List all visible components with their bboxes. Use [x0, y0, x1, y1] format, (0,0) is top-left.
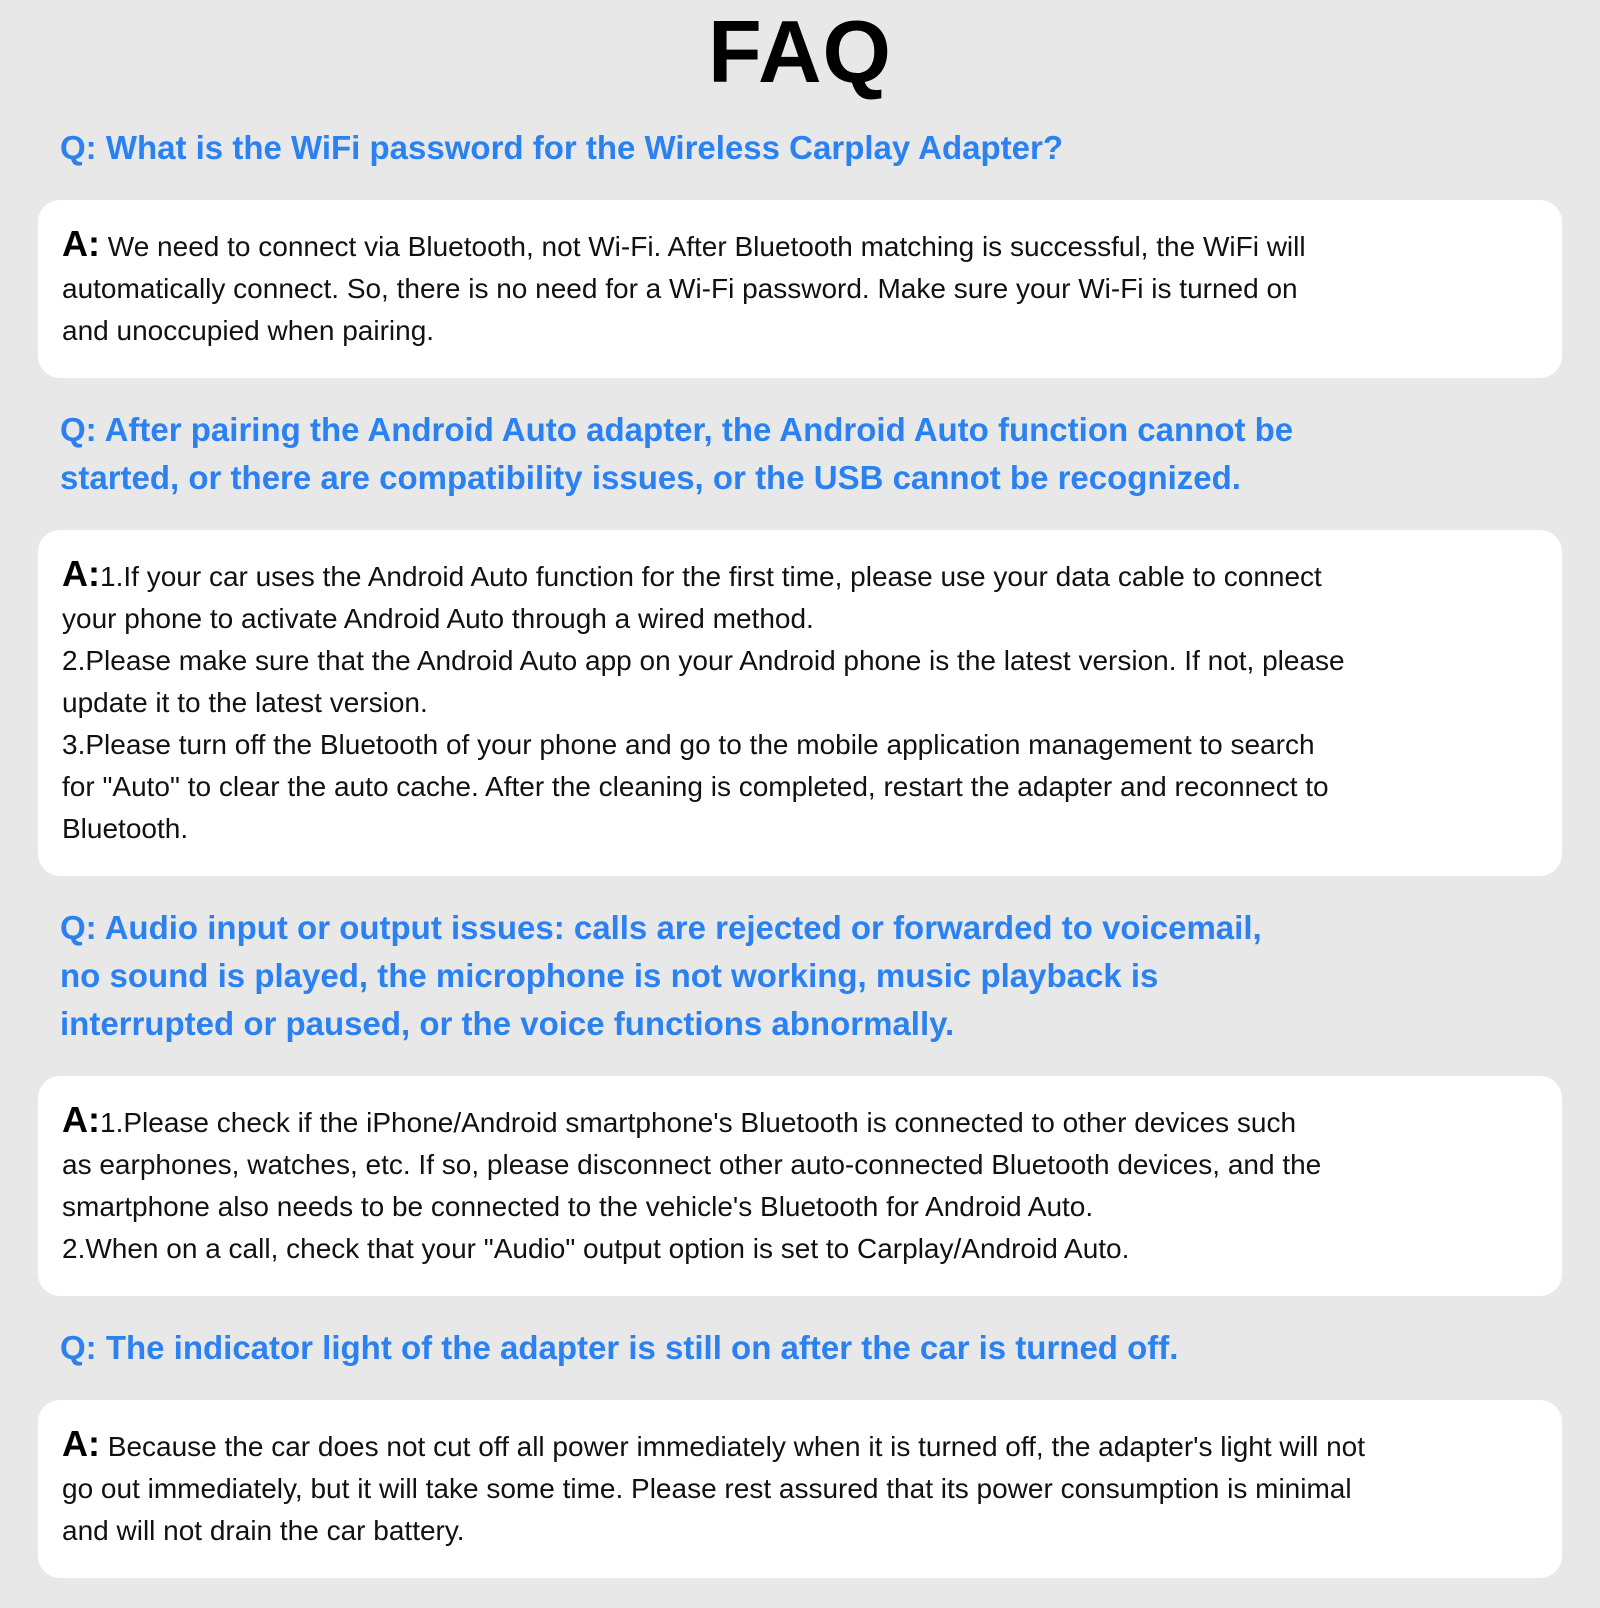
faq-answer-3 [62, 1099, 1526, 1270]
question-line: Q: The indicator light of the adapter is still on after the car is turned off. [60, 1329, 1179, 1366]
faq-answer-2 [62, 553, 1526, 850]
answer-line [62, 553, 1526, 598]
faq-answer-1 [62, 223, 1526, 352]
question-line: started, or there are compatibility issues, or the USB cannot be recognized. [60, 459, 1241, 496]
answer-line [62, 1423, 1526, 1468]
answer-line: smartphone also needs to be connected to the vehicle's Bluetooth for Android Auto. [62, 1191, 1094, 1222]
question-line: Q: After pairing the Android Auto adapter, the Android Auto function cannot be [60, 411, 1294, 448]
faq-answer-card-4 [38, 1400, 1562, 1578]
faq-page [0, 2, 1600, 1578]
answer-text: 1.Please check if the iPhone/Android smartphone's Bluetooth is connected to other devices such [100, 1107, 1297, 1138]
question-line: Q: What is the WiFi password for the Wireless Carplay Adapter? [60, 129, 1064, 166]
faq-question-3 [60, 904, 1545, 1048]
answer-line: for "Auto" to clear the auto cache. After the cleaning is completed, restart the adapter and reconnect to [62, 771, 1329, 802]
answer-line: your phone to activate Android Auto through a wired method. [62, 603, 814, 634]
answer-line: automatically connect. So, there is no need for a Wi-Fi password. Make sure your Wi-Fi is turned on [62, 273, 1298, 304]
answer-line: 3.Please turn off the Bluetooth of your phone and go to the mobile application management to search [62, 729, 1315, 760]
answer-line: 2.When on a call, check that your "Audio" output option is set to Carplay/Android Auto. [62, 1233, 1130, 1264]
answer-line: update it to the latest version. [62, 687, 428, 718]
question-line: interrupted or paused, or the voice functions abnormally. [60, 1005, 955, 1042]
answer-line: 2.Please make sure that the Android Auto app on your Android phone is the latest version. If not, please [62, 645, 1345, 676]
question-line: Q: Audio input or output issues: calls are rejected or forwarded to voicemail, [60, 909, 1262, 946]
answer-prefix: A: [62, 1423, 100, 1464]
answer-line [62, 223, 1526, 268]
answer-line [62, 1099, 1526, 1144]
faq-item-1 [0, 124, 1600, 378]
answer-prefix: A: [62, 223, 100, 264]
faq-question-1 [60, 124, 1545, 172]
faq-answer-4 [62, 1423, 1526, 1552]
answer-line: as earphones, watches, etc. If so, please disconnect other auto-connected Bluetooth devices, and the [62, 1149, 1322, 1180]
faq-item-2 [0, 406, 1600, 876]
faq-item-4 [0, 1324, 1600, 1578]
answer-line: Bluetooth. [62, 813, 189, 844]
faq-question-4 [60, 1324, 1545, 1372]
faq-answer-card-1 [38, 200, 1562, 378]
faq-question-2 [60, 406, 1545, 502]
answer-line: and unoccupied when pairing. [62, 315, 435, 346]
faq-answer-card-2 [38, 530, 1562, 876]
answer-text: We need to connect via Bluetooth, not Wi-Fi. After Bluetooth matching is successful, the WiFi will [100, 231, 1306, 262]
answer-prefix: A: [62, 553, 100, 594]
faq-answer-card-3 [38, 1076, 1562, 1296]
answer-text: 1.If your car uses the Android Auto function for the first time, please use your data cable to connect [100, 561, 1322, 592]
answer-text: Because the car does not cut off all power immediately when it is turned off, the adapter's light will not [100, 1431, 1366, 1462]
answer-line: go out immediately, but it will take some time. Please rest assured that its power consumption is minimal [62, 1473, 1352, 1504]
faq-item-3 [0, 904, 1600, 1296]
page-title: FAQ [708, 2, 892, 101]
answer-prefix: A: [62, 1099, 100, 1140]
answer-line: and will not drain the car battery. [62, 1515, 465, 1546]
question-line: no sound is played, the microphone is not working, music playback is [60, 957, 1159, 994]
